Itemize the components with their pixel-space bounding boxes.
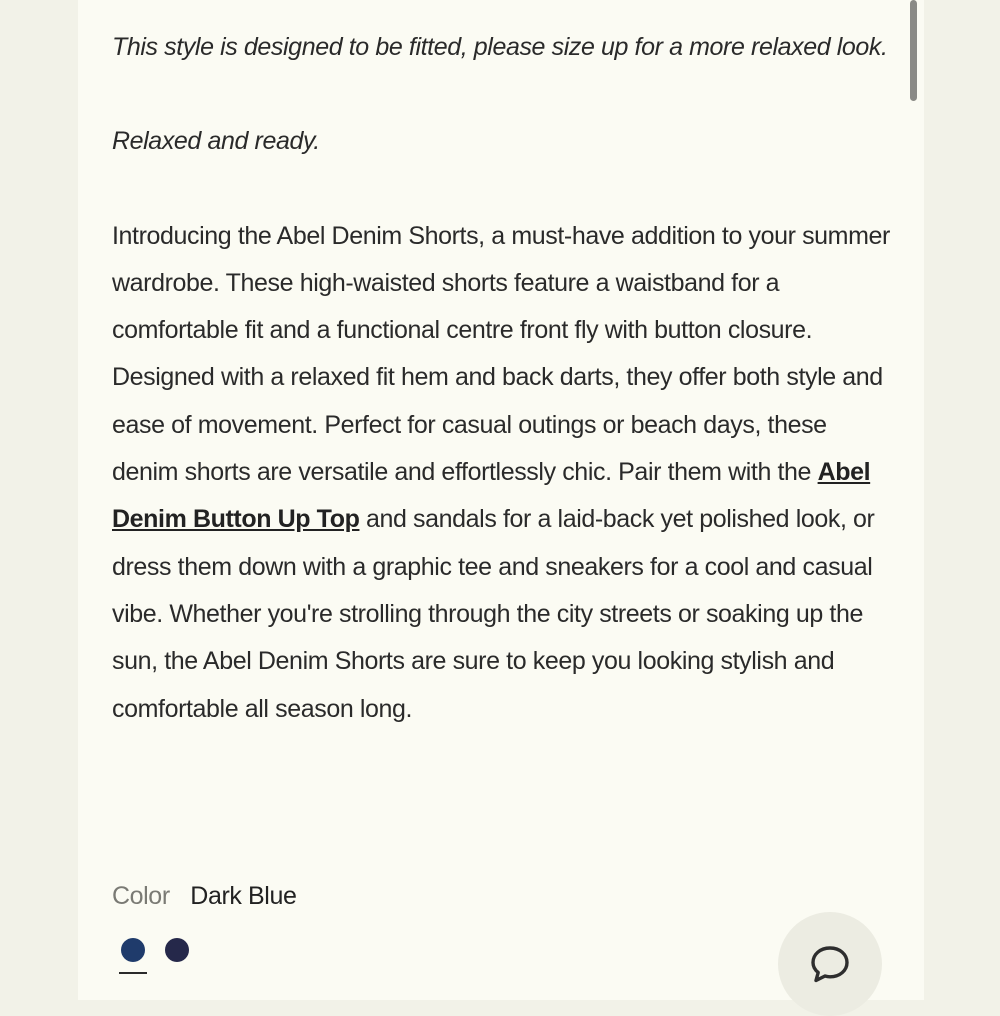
chat-button[interactable]	[778, 912, 882, 1016]
description-body	[112, 213, 892, 733]
description-text-end: and sandals for a laid-back yet polished look, or dress them down with a graphic tee and sneakers for a cool and casual vibe. Whether you're strolling through the city streets or soaking up the sun, the Abel Denim Shorts are sure to keep you looking stylish and comfortable all season long.	[112, 505, 875, 723]
chat-bubble-icon	[808, 942, 852, 986]
tagline: Relaxed and ready.	[112, 127, 320, 156]
product-description	[112, 24, 892, 733]
fit-note: This style is designed to be fitted, please size up for a more relaxed look.	[112, 33, 888, 61]
description-text-start: Introducing the Abel Denim Shorts, a must-have addition to your summer wardrobe. These high-waisted shorts feature a waistband for a comfortable fit and a functional centre front fly with button closure. Designed with a relaxed fit hem and back darts, they offer both style and ease of movement. Perfect for casual outings or beach days, these denim shorts are versatile and effortlessly chic. Pair them with the	[112, 221, 890, 487]
selected-color-value: Dark Blue	[190, 882, 297, 910]
related-product-link[interactable]: Abel Denim Button Up Top	[112, 458, 871, 534]
color-swatch-navy[interactable]	[165, 938, 189, 962]
selected-swatch-indicator	[119, 972, 147, 974]
scrollbar-thumb[interactable]	[910, 0, 917, 101]
color-label: Color	[112, 882, 170, 910]
color-selector-label	[112, 876, 296, 916]
color-swatch-dark-blue[interactable]	[121, 938, 145, 962]
